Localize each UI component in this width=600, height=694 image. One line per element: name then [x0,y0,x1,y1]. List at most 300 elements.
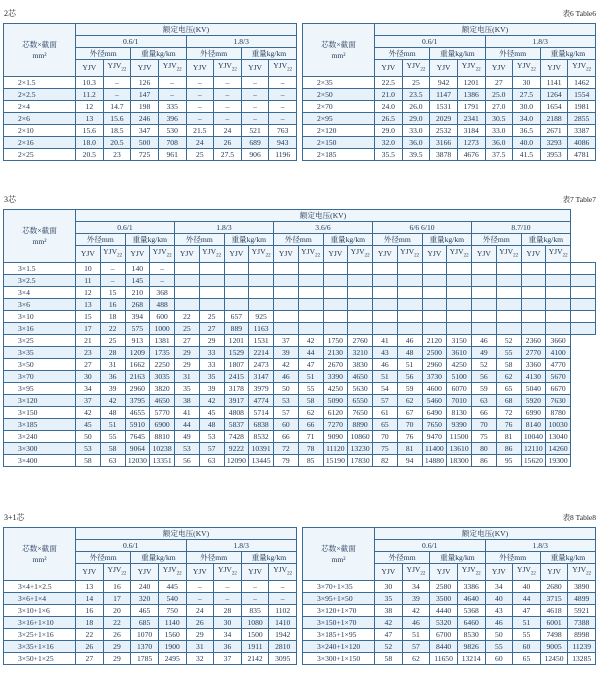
value-cell: 46 [373,358,398,370]
value-cell: – [241,100,269,112]
size-cell: 3×120 [4,394,76,406]
value-cell: 63 [472,394,497,406]
value-cell: 5910 [125,418,150,430]
value-cell [546,286,571,298]
unit-header: mm² [32,236,47,246]
voltage-header: 1.8/3 [186,540,297,552]
table-row [4,124,297,136]
value-cell: 394 [125,310,150,322]
value-cell: 55 [298,382,323,394]
size-cell: 3×25 [4,334,76,346]
value-cell: 13610 [447,442,472,454]
voltage-header: 3.6/6 [274,222,373,234]
value-cell: 86 [472,454,497,466]
value-cell: 9826 [457,640,485,652]
value-cell: – [214,88,242,100]
value-cell: 30.5 [485,112,513,124]
value-cell: 66 [298,418,323,430]
value-cell [571,262,596,274]
value-cell: 1196 [269,148,297,160]
value-cell: 34 [485,580,513,592]
value-cell: 3820 [150,382,175,394]
size-cell: 2×185 [303,148,375,160]
value-cell: 7388 [568,616,596,628]
value-cell: 39 [199,382,224,394]
value-cell: 320 [131,592,159,604]
value-cell: 8998 [568,628,596,640]
value-cell: 3184 [457,124,485,136]
value-cell: 2250 [150,358,175,370]
value-cell [472,298,497,310]
value-cell [274,322,299,334]
value-cell: 43 [485,604,513,616]
value-cell: 75 [472,430,497,442]
value-cell: 1273 [457,136,485,148]
value-cell: 575 [125,322,150,334]
value-cell: 8440 [430,640,458,652]
value-cell: 24.0 [375,100,403,112]
value-cell: 42 [375,616,403,628]
value-cell: 33.0 [485,124,513,136]
value-cell: 1147 [430,88,458,100]
value-cell [298,262,323,274]
value-cell: 59 [397,382,422,394]
value-cell: 81 [496,430,521,442]
value-cell: 42 [199,394,224,406]
value-cell [224,262,249,274]
value-cell: – [150,274,175,286]
value-cell: 29.0 [402,112,430,124]
value-cell: 18300 [447,454,472,466]
value-cell: 521 [241,124,269,136]
value-cell: 71 [298,430,323,442]
value-cell [422,286,447,298]
value-cell: 13285 [568,652,596,664]
value-cell: 6070 [447,382,472,394]
value-cell: 1900 [158,640,186,652]
value-cell: 1163 [249,322,274,334]
yjv22-header: $YJV_{22}$ [298,246,323,263]
value-cell: – [186,88,214,100]
value-cell: 4640 [457,592,485,604]
value-cell: 7010 [447,394,472,406]
value-cell: 30 [513,76,541,88]
value-cell: 36 [214,640,242,652]
value-cell: 8810 [150,430,175,442]
outer-diameter-header: 外径mm [485,552,540,564]
value-cell: 6490 [422,406,447,418]
value-cell: 925 [249,310,274,322]
value-cell: 14 [76,592,104,604]
table-row [4,394,596,406]
outer-diameter-header: 外径mm [485,48,540,60]
size-cell: 2×2.5 [4,88,76,100]
value-cell: 55 [100,430,125,442]
value-cell: 3795 [125,394,150,406]
yjv-header: YJV [422,246,447,263]
value-cell: 29 [175,358,200,370]
value-cell: 36.0 [485,136,513,148]
value-cell [323,310,348,322]
value-cell: 2671 [540,124,568,136]
value-cell: 12110 [521,442,546,454]
value-cell: 30 [76,370,101,382]
value-cell: 5770 [150,406,175,418]
value-cell: 8532 [249,430,274,442]
value-cell: – [186,100,214,112]
table-row [4,442,596,454]
table-row [4,604,297,616]
value-cell: 26 [103,628,131,640]
value-cell: 913 [125,334,150,346]
value-cell: 1140 [158,616,186,628]
value-cell: 62 [298,406,323,418]
value-cell: 16 [103,580,131,592]
size-cell: 3×4+1×2.5 [4,580,76,592]
value-cell: 20 [103,604,131,616]
voltage-header: 0.6/1 [375,36,486,48]
value-cell: 2670 [323,358,348,370]
value-cell: 488 [150,298,175,310]
value-cell: 9005 [540,640,568,652]
value-cell: 13230 [348,442,373,454]
yjv-header: YJV [375,60,403,77]
value-cell: 62 [397,394,422,406]
size-cell: 2×4 [4,100,76,112]
value-cell: 2770 [521,346,546,358]
value-cell [496,310,521,322]
yjv22-header: $YJV_{22}$ [513,60,541,77]
value-cell: 347 [131,124,159,136]
value-cell [571,310,596,322]
value-cell: – [241,112,269,124]
size-cell: 2×35 [303,76,375,88]
rated-voltage-header: 额定电压(KV) [76,210,571,222]
table-row [4,334,596,346]
value-cell: – [269,100,297,112]
yjv22-header: $YJV_{22}$ [199,246,224,263]
value-cell: 4770 [546,358,571,370]
size-cell: 3×70+1×35 [303,580,375,592]
yjv-header: YJV [373,246,398,263]
value-cell [249,274,274,286]
value-cell: 23 [76,346,101,358]
outer-diameter-header: 外径mm [186,48,241,60]
value-cell: 9064 [125,442,150,454]
value-cell: 445 [158,580,186,592]
weight-header: 重量kg/km [241,552,296,564]
value-cell [397,322,422,334]
value-cell: – [158,88,186,100]
value-cell: 27 [76,358,101,370]
table-row [4,286,596,298]
value-cell: 396 [158,112,186,124]
value-cell: 42 [274,358,299,370]
value-cell: 1381 [150,334,175,346]
size-cell: 3×16+1×10 [4,616,76,628]
value-cell [521,310,546,322]
value-cell: 19300 [546,454,571,466]
value-cell: 7428 [224,430,249,442]
value-cell: 335 [158,100,186,112]
value-cell [249,298,274,310]
value-cell: – [186,580,214,592]
value-cell [546,262,571,274]
value-cell: 961 [158,148,186,160]
outer-diameter-header: 外径mm [76,48,131,60]
table-row [4,370,596,382]
value-cell: 246 [131,112,159,124]
size-cell: 3×35+1×16 [4,640,76,652]
value-cell: 70 [397,418,422,430]
unit-header: mm² [331,50,346,60]
value-cell: 63 [199,454,224,466]
value-cell: 47 [298,358,323,370]
value-cell: 57 [199,442,224,454]
yjv22-header: $YJV_{22}$ [496,246,521,263]
table-number: 表6 Table6 [562,9,596,18]
value-cell: 22 [175,310,200,322]
value-cell: 29 [199,334,224,346]
value-cell: 465 [131,604,159,616]
value-cell: 49 [175,430,200,442]
value-cell: 11239 [568,640,596,652]
value-cell: – [214,112,242,124]
value-cell: 39 [100,382,125,394]
value-cell: 1370 [131,640,159,652]
value-cell [323,286,348,298]
value-cell: 3386 [457,580,485,592]
value-cell: 3610 [447,346,472,358]
yjv-header: YJV [430,564,458,581]
value-cell: 2500 [422,346,447,358]
value-cell: 4676 [457,148,485,160]
value-cell [298,310,323,322]
value-cell: 25.0 [485,88,513,100]
size-cell: 3×6+1×4 [4,592,76,604]
value-cell [496,262,521,274]
value-cell: 41 [373,334,398,346]
table-row [4,418,596,430]
value-cell: 24 [186,604,214,616]
value-cell: 1531 [430,100,458,112]
value-cell: 39 [402,592,430,604]
voltage-header: 0.6/1 [375,540,486,552]
value-cell: 50 [485,628,513,640]
table-row [4,298,596,310]
value-cell [422,310,447,322]
value-cell [175,298,200,310]
table-number: 表8 Table8 [562,513,596,522]
value-cell: 48 [199,418,224,430]
value-cell: – [241,580,269,592]
value-cell [422,262,447,274]
value-cell [249,286,274,298]
value-cell: 27 [485,76,513,88]
value-cell: – [214,76,242,88]
value-cell: 33.0 [402,124,430,136]
yjv22-header: $YJV_{22}$ [214,60,242,77]
yjv22-header: $YJV_{22}$ [457,60,485,77]
value-cell: 15190 [323,454,348,466]
value-cell: 3979 [249,382,274,394]
value-cell: 54 [373,382,398,394]
value-cell: 835 [241,604,269,616]
value-cell: 11400 [422,442,447,454]
value-cell [373,298,398,310]
value-cell: 3830 [348,358,373,370]
value-cell: 2960 [422,358,447,370]
value-cell [199,274,224,286]
core-header-cell [303,24,375,77]
value-cell: 56 [175,454,200,466]
outer-diameter-header: 外径mm [375,48,430,60]
value-cell [571,298,596,310]
yjv-header: YJV [540,564,568,581]
value-cell: 72 [496,406,521,418]
value-cell: – [214,100,242,112]
value-cell [224,274,249,286]
size-cell: 3×150+1×70 [303,616,375,628]
value-cell: – [186,76,214,88]
value-cell [175,262,200,274]
value-cell: – [241,88,269,100]
value-cell: 27 [175,334,200,346]
value-cell: – [269,76,297,88]
yjv-header: YJV [323,246,348,263]
value-cell: 57 [274,406,299,418]
core-header: 芯数×截面 [321,543,356,553]
value-cell: 7650 [348,406,373,418]
value-cell: 30 [375,580,403,592]
size-cell: 2×6 [4,112,76,124]
yjv22-header: $YJV_{22}$ [397,246,422,263]
value-cell: – [241,592,269,604]
spec-table [3,23,297,161]
value-cell [274,262,299,274]
value-cell [373,274,398,286]
value-cell: 1735 [150,346,175,358]
rated-voltage-header: 额定电压(KV) [375,24,596,36]
value-cell: 78 [298,442,323,454]
value-cell: 5920 [521,394,546,406]
yjv-header: YJV [485,564,513,581]
value-cell: 1080 [241,616,269,628]
value-cell [521,322,546,334]
value-cell: 11120 [323,442,348,454]
value-cell [298,274,323,286]
value-cell: 12030 [125,454,150,466]
voltage-header: 6/6 6/10 [373,222,472,234]
value-cell: 20.5 [76,148,104,160]
outer-diameter-header: 外径mm [274,234,324,246]
value-cell: 45 [76,418,101,430]
value-cell: 36.0 [402,136,430,148]
value-cell: 22 [103,616,131,628]
value-cell: 58 [76,454,101,466]
value-cell: 27.5 [214,148,242,160]
size-cell: 2×10 [4,124,76,136]
voltage-header: 1.8/3 [485,540,596,552]
value-cell: 55 [485,640,513,652]
value-cell: 2360 [521,334,546,346]
value-cell: 540 [158,592,186,604]
value-cell: 13351 [150,454,175,466]
value-cell: 240 [131,580,159,592]
value-cell: 4655 [125,406,150,418]
value-cell: 40 [485,592,513,604]
value-cell [546,310,571,322]
value-cell: 35.5 [375,148,403,160]
value-cell: 3178 [224,382,249,394]
value-cell: 29.0 [375,124,403,136]
value-cell: 42 [100,394,125,406]
value-cell: 8530 [457,628,485,640]
value-cell: 2120 [422,334,447,346]
value-cell: 27.0 [485,100,513,112]
table-row [4,262,596,274]
value-cell: 2495 [158,652,186,664]
value-cell [447,298,472,310]
value-cell [521,286,546,298]
yjv-header: YJV [485,60,513,77]
value-cell: 3035 [150,370,175,382]
value-cell: 53 [175,442,200,454]
size-cell: 3×185+1×95 [303,628,375,640]
size-cell: 3×240+1×120 [303,640,375,652]
yjv22-header: $YJV_{22}$ [546,246,571,263]
value-cell [447,262,472,274]
value-cell: 4600 [422,382,447,394]
value-cell: 198 [131,100,159,112]
value-cell: – [100,274,125,286]
value-cell: 26.5 [375,112,403,124]
value-cell: 2580 [430,580,458,592]
spec-table [3,527,297,665]
value-cell: 39.5 [402,148,430,160]
value-cell: – [269,580,297,592]
value-cell: 33 [199,346,224,358]
size-cell: 2×25 [4,148,76,160]
value-cell [348,310,373,322]
outer-diameter-header: 外径mm [76,234,126,246]
value-cell [571,322,596,334]
table-row [303,100,596,112]
value-cell [348,322,373,334]
table-row [303,628,596,640]
value-cell: 29 [175,346,200,358]
value-cell: – [269,112,297,124]
value-cell: 942 [430,76,458,88]
value-cell: 906 [241,148,269,160]
value-cell [571,286,596,298]
size-cell: 3×400 [4,454,76,466]
value-cell [521,262,546,274]
yjv22-header: $YJV_{22}$ [158,564,186,581]
value-cell: 37 [214,652,242,664]
table-row [4,100,297,112]
value-cell: 3360 [521,358,546,370]
size-cell: 2×1.5 [4,76,76,88]
size-cell: 3×240 [4,430,76,442]
value-cell: 22 [76,628,104,640]
table-row [4,136,297,148]
spec-table [302,23,596,161]
yjv22-header: $YJV_{22}$ [348,246,373,263]
table-row [303,640,596,652]
value-cell: 31 [186,640,214,652]
value-cell: 11650 [430,652,458,664]
